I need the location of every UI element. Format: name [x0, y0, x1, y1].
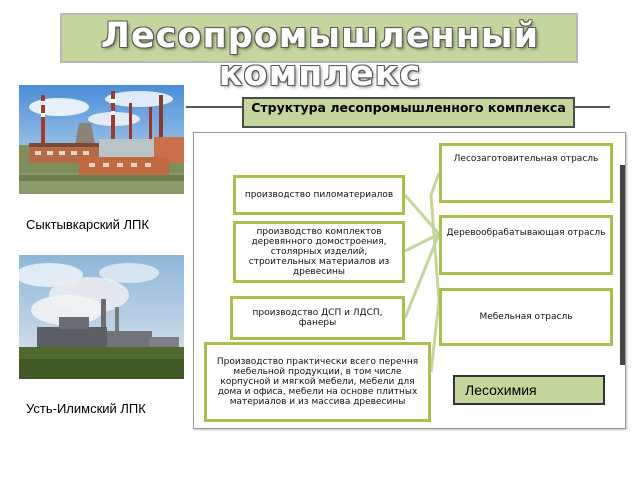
- lesokhimiya-box: Лесохимия: [453, 375, 605, 405]
- page-title-line-1: Лесопромышленный: [100, 16, 540, 56]
- ust-ilimsk-plant-photo: [19, 255, 184, 379]
- production-node: Производство практически всего перечня мебельной продукции, в том числе корпусной и мягкой мебели, мебели для дома и офиса, мебели на основе плитных материалов и из массива древесины: [204, 342, 431, 422]
- production-node: производство пиломатериалов: [233, 175, 405, 215]
- header-rule-right: [575, 106, 610, 108]
- structure-header: Структура лесопромышленного комплекса: [242, 97, 575, 128]
- syktyvkar-plant-photo: [19, 85, 184, 194]
- production-node: производство комплектов деревянного домостроения, столярных изделий, строительных материалов из древесины: [233, 221, 405, 283]
- industry-node: Деревообрабатывающая отрасль: [439, 215, 613, 275]
- industry-node: Лесозаготовительная отрасль: [439, 143, 613, 203]
- production-node: производство ДСП и ЛДСП, фанеры: [230, 296, 405, 340]
- syktyvkar-caption: Сыктывкарский ЛПК: [26, 217, 149, 232]
- right-edge-rule: [620, 165, 625, 365]
- page-title-line-2: комплекс: [218, 54, 422, 94]
- ust-ilimsk-caption: Усть-Илимский ЛПК: [26, 401, 146, 416]
- header-rule-left: [186, 106, 242, 108]
- industry-node: Мебельная отрасль: [439, 288, 613, 346]
